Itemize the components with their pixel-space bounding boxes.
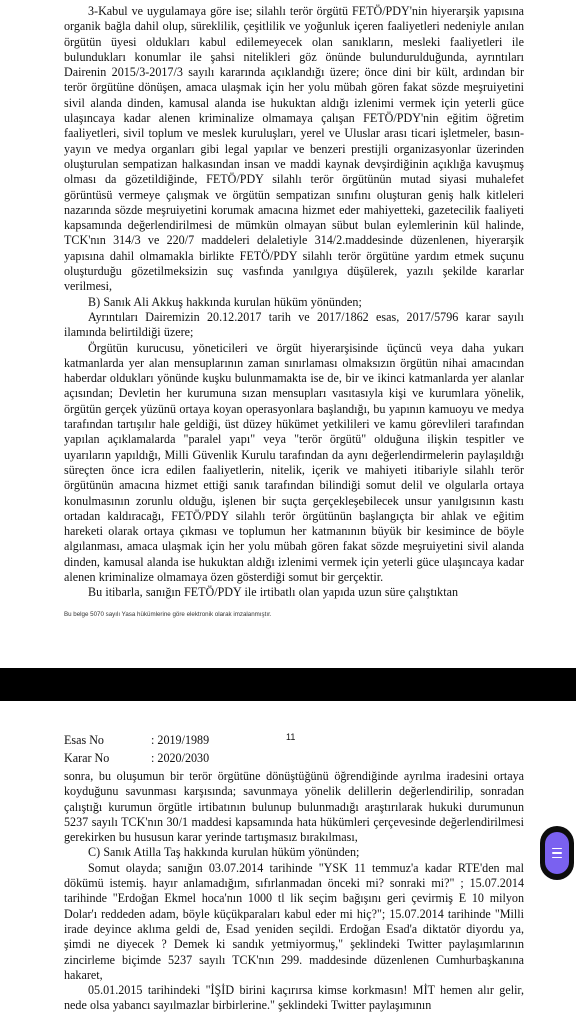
esas-row <box>64 733 524 751</box>
signature-footer-note: Bu belge 5070 sayılı Yasa hükümlerine göre elektronik olarak imzalanmıştır. <box>64 610 272 618</box>
page-number: 11 <box>286 732 296 742</box>
paragraph: 3-Kabul ve uygulamaya göre ise; silahlı terör örgütü FETÖ/PDY'nin hiyerarşik yapısına organik bağla dahil olup, süreklilik, çeşitlilik ve yoğunluk içeren faaliyetleri nedeniyle anılan örgütün üyesi oldukları kabul edilemeyecek olan sanıkların, mesleki faaliyetleri ile bulundukları konumlar ile şahsi nitelikleri göz önünde bulundurulduğunda, ayrıntıları Dairenin 2015/3-2017/3 sayılı kararında açıklandığı üzere; önce dini bir kült, ardından bir terör örgütüne dönüşen, amaca ulaşmak için her yolu mübah gören fakat sözde meşruiyetini sivil alanda dinden, kamusal alanda ise hukuktan aldığı izlenimi vermek için yeterli güce ulaşıncaya kadar alenen kriminalize olmamaya çalışan FETÖ/PDY'nin eğitim öğretim faaliyetleri, sivil toplum ve meslek kuruluşları, yerel ve Uluslar arası ticari işletmeler, basın-yayın ve medya organları gibi legal yapılar ve benzeri prestijli organizasyonlar üzerinden oluşturulan sempatizan halkasından insan ve maddi kaynak devşirdiğinin açıklığa kavuşmuş olması da gözetildiğinde, FETÖ/PDY silahlı terör örgütünün mutad siyasi muhalefet görüntüsü vermeye çalışmak ve örgütün sempatizan sınıfını oluşturan geniş halk kitleleri nazarında sözde meşruiyetini korumak amacına hizmet eder mahiyetteki, gazetecilik faaliyeti kapsamında değerlendirilmesi de mümkün olmayan sübut bulan eylemlerinin kül halinde, TCK'nın 314/3 ve 220/7 maddeleri delaletiyle 314/2.maddesinde düzenlenen, hiyerarşik yapısına dahil olmamakla birlikte FETÖ/PDY silahlı terör örgütüne yardım etmek suçunu oluşturduğu gözetilmeksizin suç vasfında yanılgıya düşülerek, yazılı şekilde kararlar verilmesi, <box>64 4 524 294</box>
document-page-bottom <box>0 701 576 1024</box>
esas-value: : 2019/1989 <box>151 733 210 747</box>
paragraph: Örgütün kurucusu, yöneticileri ve örgüt hiyerarşisinde üçüncü veya daha yukarı katmanlarda yer alan mensuplarının zaman sınırlaması olmaksızın örgütün nihai amacından haberdar oldukları yönünde kuşku bulunmamakta ise de, bir ve ikinci katmanlarda yer alanlar açısından; Devletin her kurumuna sızan mensupları vasıtasıyla kişi ve kurumlara yönelik, örgütün gerçek yüzünü ortaya koyan operasyonlara başlandığı, bu yapının kamuoyu ve medya tarafından tartışılır hale geldiği, üst düzey hükümet yetkilileri ve kamu görevlileri tarafından yapılan açıklamalarda "paralel yapı" veya "terör örgütü" olduğuna ilişkin tespitler ve uyarıların yapıldığı, Milli Güvenlik Kurulu tarafından da aynı değerlendirmelerin paylaşıldığı süreçten önce icra edilen faaliyetlerin, nitelik, içerik ve mahiyeti itibariyle silahlı terör örgütünün amacına hizmet ettiği sanık tarafından bilindiği somut delil ve olgularla ortaya konulmasının zorunlu olduğu, işlenen bir suçta gerçekleşebilecek unsur yanılgısının kastı ortadan kaldıracağı, FETÖ/PDY silahlı terör örgütünün başlangıçta bir ahlak ve eğitim hareketi olarak ortaya çıkması ve toplumun her katmanının büyük bir kesimince de böyle algılanması, amaca ulaşmak için her yolu mübah gören fakat sözde meşruiyetini sivil alanda dinden, kamusal alanda ise hukuktan aldığı izlenimi vermek için yeterli güce ulaşıncaya kadar alenen kriminalize olmamaya özen gösterdiği somut bir gerçektir. <box>64 340 524 584</box>
esas-label: Esas No <box>64 733 104 747</box>
karar-value: : 2020/2030 <box>151 751 210 765</box>
menu-lines-icon <box>545 832 569 874</box>
page-separator <box>0 668 576 701</box>
fast-scroll-handle[interactable] <box>540 826 574 880</box>
karar-row <box>64 751 524 769</box>
karar-label: Karar No <box>64 751 110 765</box>
section-heading: B) Sanık Ali Akkuş hakkında kurulan hüküm yönünden; <box>88 294 362 309</box>
paragraph: 05.01.2015 tarihindeki "İŞİD birini kaçırırsa kimse korkmasın! MİT hemen alır gelir, nede olsa yabancı sayılmazlar birbirlerine." şeklindeki Twitter paylaşımının <box>64 983 524 1013</box>
paragraph: Bu itibarla, sanığın FETÖ/PDY ile irtibatlı olan yapıda uzun süre çalıştıktan <box>88 585 459 600</box>
section-heading: C) Sanık Atilla Taş hakkında kurulan hüküm yönünden; <box>88 845 360 860</box>
paragraph: sonra, bu oluşumun bir terör örgütüne dönüştüğünü öğrendiğinde ayrılma iradesini ortaya koyduğunu savunması karşısında; savunmaya yönelik delillerin değerlendirilip, sonradan çalıştığı kurumun örgütle irtibatının bulunup bulunmadığı araştırılarak hukuki durumunun 5237 sayılı TCK'nın 30/1 maddesi kapsamında hata hükümleri çerçevesinde değerlendirilmesi gerekirken bu hususun karar yerinde tartışmasız bırakılması, <box>64 769 524 845</box>
paragraph: Somut olayda; sanığın 03.07.2014 tarihinde "YSK 11 temmuz'a kadar RTE'den mal dökümü istemiş. hayır anlamadığım, sıfırlanmadan önceki mi? sonraki mi?" ; 15.07.2014 tarihinde "Erdoğan Ekmel hoca'nın 1000 tl lik seçim bağışını geri çevirmiş E 10 milyon Dolar'ı reddeden adam, böyle küçükparaları kabul eder mi hiç?"; 15.07.2014 tarihinde "Milli irade deyince aklıma geldi de, Esad yeniden seçildi. Erdoğan Esad'a diktatör diyordu ya, şimdi ne diyecek ? Demek ki sandık yetmiyormuş," şeklindeki Twitter paylaşımlarının zincirleme biçimde 5237 sayılı TCK'nın 299. maddesinde düzenlenen Cumhurbaşkanına hakaret, <box>64 860 524 982</box>
paragraph: Ayrıntıları Dairemizin 20.12.2017 tarih ve 2017/1862 esas, 2017/5796 karar sayılı ilamında belirtildiği üzere; <box>64 309 524 340</box>
